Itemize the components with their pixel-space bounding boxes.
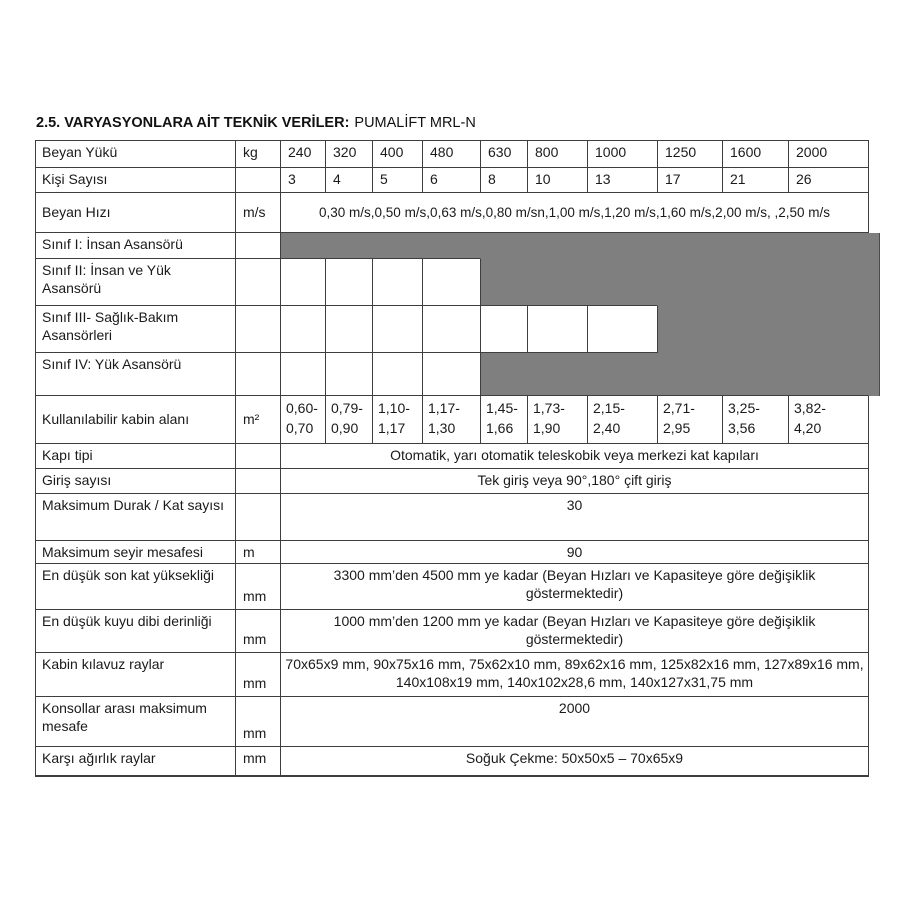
value-cell: 4 (326, 168, 373, 193)
table-row (36, 193, 869, 233)
value-cell: 26 (789, 168, 869, 193)
unit-cell: m/s (236, 193, 281, 233)
value-cell: 2000 (281, 697, 869, 747)
empty-cell (326, 306, 373, 353)
table-row (36, 141, 869, 168)
empty-cell (423, 306, 481, 353)
unit-cell (236, 168, 281, 193)
header-cell: 320 (326, 141, 373, 168)
header-cell: 1250 (658, 141, 723, 168)
value-cell: 3300 mm’den 4500 mm ye kadar (Beyan Hızları ve Kapasiteye göre değişiklik göstermektedir) (281, 564, 869, 610)
value-cell: 0,30 m/s,0,50 m/s,0,63 m/s,0,80 m/sn,1,00 m/s,1,20 m/s,1,60 m/s,2,00 m/s, ,2,50 m/s (281, 193, 869, 233)
value-cell: Otomatik, yarı otomatik teleskobik veya merkezi kat kapıları (281, 444, 869, 469)
row-label: Giriş sayısı (36, 469, 236, 494)
shaded-region (481, 259, 658, 306)
row-label: Kabin kılavuz raylar (36, 653, 236, 697)
table-row (36, 306, 869, 353)
value-cell: 90 (281, 541, 869, 564)
header-cell: 240 (281, 141, 326, 168)
unit-cell (236, 494, 281, 541)
row-label: Sınıf I: İnsan Asansörü (36, 233, 236, 259)
row-label: Sınıf II: İnsan ve Yük Asansörü (36, 259, 236, 306)
header-cell: 800 (528, 141, 588, 168)
table-row (36, 747, 869, 777)
row-label: Beyan Hızı (36, 193, 236, 233)
table-row (36, 610, 869, 653)
empty-cell (423, 259, 481, 306)
table-row (36, 469, 869, 494)
unit-cell: kg (236, 141, 281, 168)
unit-cell: m (236, 541, 281, 564)
value-cell: 0,60- 0,70 (281, 396, 326, 444)
table-row (36, 396, 869, 444)
value-cell: 2,71- 2,95 (658, 396, 723, 444)
empty-cell (481, 306, 528, 353)
empty-cell (326, 259, 373, 306)
row-label: Sınıf III- Sağlık-Bakım Asansörleri (36, 306, 236, 353)
row-label: Maksimum Durak / Kat sayısı (36, 494, 236, 541)
empty-cell (281, 353, 326, 396)
header-cell: 630 (481, 141, 528, 168)
value-cell: 30 (281, 494, 869, 541)
empty-cell (373, 353, 423, 396)
empty-cell (373, 306, 423, 353)
header-cell: 2000 (789, 141, 869, 168)
table-row (36, 233, 869, 259)
page-title (36, 115, 476, 131)
technical-data-table (35, 140, 869, 777)
row-label: En düşük son kat yüksekliği (36, 564, 236, 610)
value-cell: 21 (723, 168, 789, 193)
header-cell: 480 (423, 141, 481, 168)
row-label: En düşük kuyu dibi derinliği (36, 610, 236, 653)
table-row (36, 444, 869, 469)
empty-cell (528, 306, 588, 353)
table-row (36, 564, 869, 610)
page-title-section: 2.5. VARYASYONLARA AİT TEKNİK VERİLER: (36, 115, 350, 131)
value-cell: 10 (528, 168, 588, 193)
empty-cell (423, 353, 481, 396)
header-cell: 1000 (588, 141, 658, 168)
value-cell: 5 (373, 168, 423, 193)
header-cell: 1600 (723, 141, 789, 168)
value-cell: Soğuk Çekme: 50x50x5 – 70x65x9 (281, 747, 869, 777)
value-cell: Tek giriş veya 90°,180° çift giriş (281, 469, 869, 494)
value-cell: 0,79- 0,90 (326, 396, 373, 444)
page-title-product: PUMALİFT MRL-N (354, 115, 476, 131)
value-cell: 1,10- 1,17 (373, 396, 423, 444)
row-label: Konsollar arası maksimum mesafe (36, 697, 236, 747)
empty-cell (373, 259, 423, 306)
table-row (36, 697, 869, 747)
row-label: Beyan Yükü (36, 141, 236, 168)
row-label: Sınıf IV: Yük Asansörü (36, 353, 236, 396)
value-cell: 1,17- 1,30 (423, 396, 481, 444)
row-label: Kullanılabilir kabin alanı (36, 396, 236, 444)
table-row (36, 494, 869, 541)
value-cell: 1,45- 1,66 (481, 396, 528, 444)
header-cell: 400 (373, 141, 423, 168)
value-cell: 1,73- 1,90 (528, 396, 588, 444)
shaded-region (658, 259, 869, 306)
shaded-region (481, 233, 869, 259)
row-label: Maksimum seyir mesafesi (36, 541, 236, 564)
unit-cell: mm (236, 747, 281, 777)
unit-cell (236, 233, 281, 259)
value-cell: 3,82- 4,20 (789, 396, 869, 444)
unit-cell: mm (236, 610, 281, 653)
unit-cell: mm (236, 697, 281, 747)
value-cell: 1000 mm’den 1200 mm ye kadar (Beyan Hızları ve Kapasiteye göre değişiklik göstermektedir) (281, 610, 869, 653)
shaded-region (481, 353, 869, 396)
empty-cell (281, 259, 326, 306)
shaded-region (281, 233, 481, 259)
empty-cell (326, 353, 373, 396)
table-row (36, 353, 869, 396)
value-cell: 8 (481, 168, 528, 193)
value-cell: 70x65x9 mm, 90x75x16 mm, 75x62x10 mm, 89x62x16 mm, 125x82x16 mm, 127x89x16 mm, 140x108x19 mm, 140x102x28,6 mm, 140x127x31,75 mm (281, 653, 869, 697)
value-cell: 2,15- 2,40 (588, 396, 658, 444)
value-cell: 3,25- 3,56 (723, 396, 789, 444)
table-row (36, 653, 869, 697)
shaded-region (658, 306, 869, 353)
value-cell: 3 (281, 168, 326, 193)
value-cell: 6 (423, 168, 481, 193)
empty-cell (281, 306, 326, 353)
empty-cell (588, 306, 658, 353)
table-row (36, 259, 869, 306)
unit-cell: mm (236, 564, 281, 610)
table-row (36, 541, 869, 564)
unit-cell (236, 306, 281, 353)
value-cell: 13 (588, 168, 658, 193)
unit-cell: mm (236, 653, 281, 697)
unit-cell (236, 353, 281, 396)
row-label: Karşı ağırlık raylar (36, 747, 236, 777)
unit-cell (236, 444, 281, 469)
unit-cell: m² (236, 396, 281, 444)
unit-cell (236, 469, 281, 494)
unit-cell (236, 259, 281, 306)
value-cell: 17 (658, 168, 723, 193)
table-row (36, 168, 869, 193)
row-label: Kapı tipi (36, 444, 236, 469)
row-label: Kişi Sayısı (36, 168, 236, 193)
